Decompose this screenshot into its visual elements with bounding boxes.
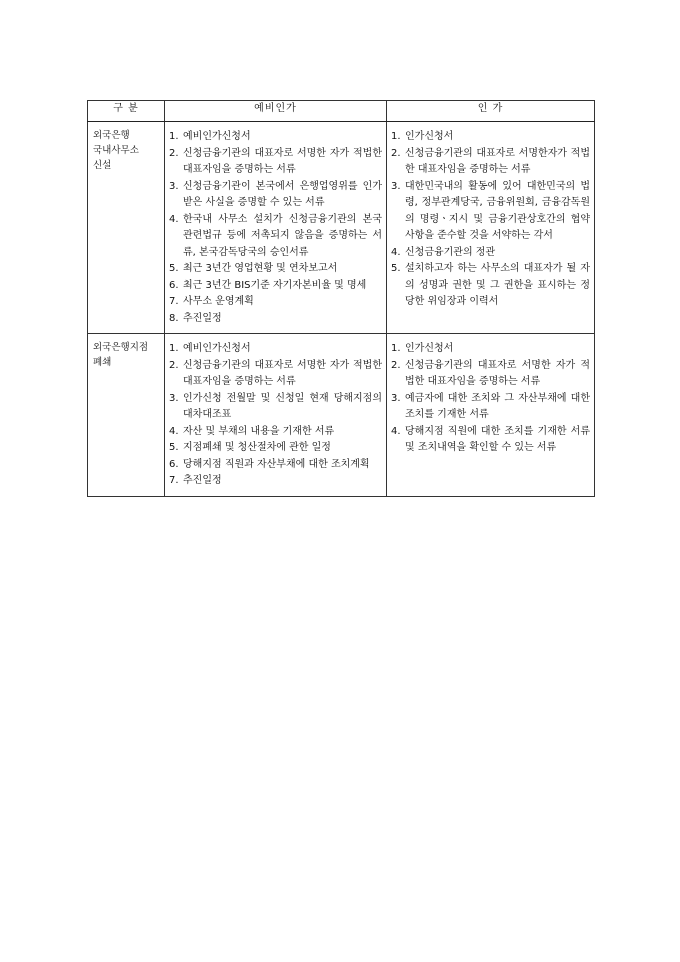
preliminary-document-list [169,341,382,490]
item-text: 인가신청 전월말 및 신청일 현재 당해지점의 대차대조표 [183,392,382,420]
list-item [391,261,590,311]
list-item [169,424,382,441]
item-number: 4. [169,425,179,437]
list-item [391,391,590,424]
item-text: 예금자에 대한 조치와 그 자산부채에 대한 조치를 기재한 서류 [405,392,590,420]
approval-document-list [391,129,590,311]
item-number: 5. [169,263,179,274]
list-item [169,146,382,179]
item-number: 4. [391,246,401,258]
item-number: 6. [169,458,179,470]
item-text: 설치하고자 하는 사무소의 대표자가 될 자의 성명과 권한 및 그 권한을 표시하는 정당한 위임장과 이력서 [405,263,590,307]
list-item [169,391,382,424]
category-line: 국내사무소 [93,145,139,156]
item-number: 3. [391,180,401,192]
item-text: 사무소 운영계획 [183,296,254,307]
item-number: 1. [169,131,179,142]
item-number: 4. [169,213,179,225]
list-item [391,129,590,146]
item-text: 최근 3년간 BIS기준 자기자본비율 및 명세 [183,279,367,291]
list-item [391,179,590,245]
item-text: 당해지점 직원과 자산부채에 대한 조치계획 [183,458,370,470]
preliminary-cell [165,334,387,497]
list-item [169,261,382,278]
item-text: 신청금융기관의 대표자로 서명한자가 적법한 대표자임을 증명하는 서류 [405,147,590,175]
header-category: 구 분 [88,101,165,122]
list-item [169,129,382,146]
item-number: 4. [391,425,401,437]
item-text: 자산 및 부채의 내용을 기재한 서류 [183,425,335,437]
item-number: 6. [169,279,179,291]
item-number: 7. [169,475,179,486]
item-number: 2. [391,147,401,159]
list-item [169,457,382,474]
category-line: 폐쇄 [93,357,112,368]
item-text: 최근 3년간 영업현황 및 연차보고서 [183,263,338,274]
list-item [169,440,382,457]
header-preliminary-approval: 예비인가 [165,101,387,122]
item-number: 3. [169,180,179,192]
preliminary-cell [165,122,387,334]
item-number: 7. [169,296,179,307]
item-text: 한국내 사무소 설치가 신청금융기관의 본국 관련법규 등에 저촉되지 않음을 증명하는 서류, 본국감독당국의 승인서류 [183,213,382,258]
list-item [169,341,382,358]
category-line: 외국은행 [93,130,130,141]
item-text: 예비인가신청서 [183,343,251,354]
list-item [391,341,590,358]
item-number: 3. [391,392,401,404]
item-number: 1. [391,343,401,354]
item-number: 5. [169,442,179,453]
approval-cell [387,334,595,497]
item-number: 1. [169,343,179,354]
category-line: 외국은행지점 [93,342,149,353]
preliminary-document-list [169,129,382,327]
item-text: 신청금융기관의 대표자로 서명한 자가 적법한 대표자임을 증명하는 서류 [183,359,382,387]
list-item [169,473,382,490]
item-number: 2. [169,147,179,159]
header-row [88,101,595,122]
requirements-table [87,100,595,497]
header-approval: 인 가 [387,101,595,122]
approval-cell [387,122,595,334]
table-row [88,334,595,497]
item-text: 추진일정 [183,312,222,324]
item-text: 신청금융기관의 대표자로 서명한 자가 적법한 대표자임을 증명하는 서류 [183,147,382,175]
item-number: 2. [169,359,179,371]
category-cell [88,334,165,497]
item-number: 3. [169,392,179,404]
list-item [169,278,382,295]
list-item [169,358,382,391]
list-item [391,146,590,179]
item-text: 인가신청서 [405,343,454,354]
item-number: 5. [391,263,401,274]
list-item [169,311,382,328]
list-item [169,294,382,311]
item-text: 대한민국내의 활동에 있어 대한민국의 법령, 정부관계당국, 금융위원회, 금융감독원의 명령ㆍ지시 및 금융기관상호간의 협약사항을 준수할 것을 서약하는 각서 [405,180,590,241]
item-text: 인가신청서 [405,131,454,142]
list-item [169,212,382,262]
list-item [391,245,590,262]
list-item [391,424,590,457]
item-text: 지점폐쇄 및 청산절차에 관한 일정 [183,442,331,453]
item-text: 당해지점 직원에 대한 조치를 기재한 서류 및 조치내역을 확인할 수 있는 서류 [405,425,590,453]
list-item [391,358,590,391]
item-text: 신청금융기관이 본국에서 은행업영위를 인가받은 사실을 증명할 수 있는 서류 [183,180,382,208]
item-text: 신청금융기관의 정관 [405,246,496,258]
approval-document-list [391,341,590,457]
item-number: 8. [169,312,179,324]
table-row [88,122,595,334]
category-line: 신설 [93,160,112,171]
item-text: 예비인가신청서 [183,131,251,142]
category-cell [88,122,165,334]
item-text: 추진일정 [183,475,222,486]
item-number: 1. [391,131,401,142]
list-item [169,179,382,212]
item-number: 2. [391,359,401,371]
item-text: 신청금융기관의 대표자로 서명한 자가 적법한 대표자임을 증명하는 서류 [405,359,590,387]
